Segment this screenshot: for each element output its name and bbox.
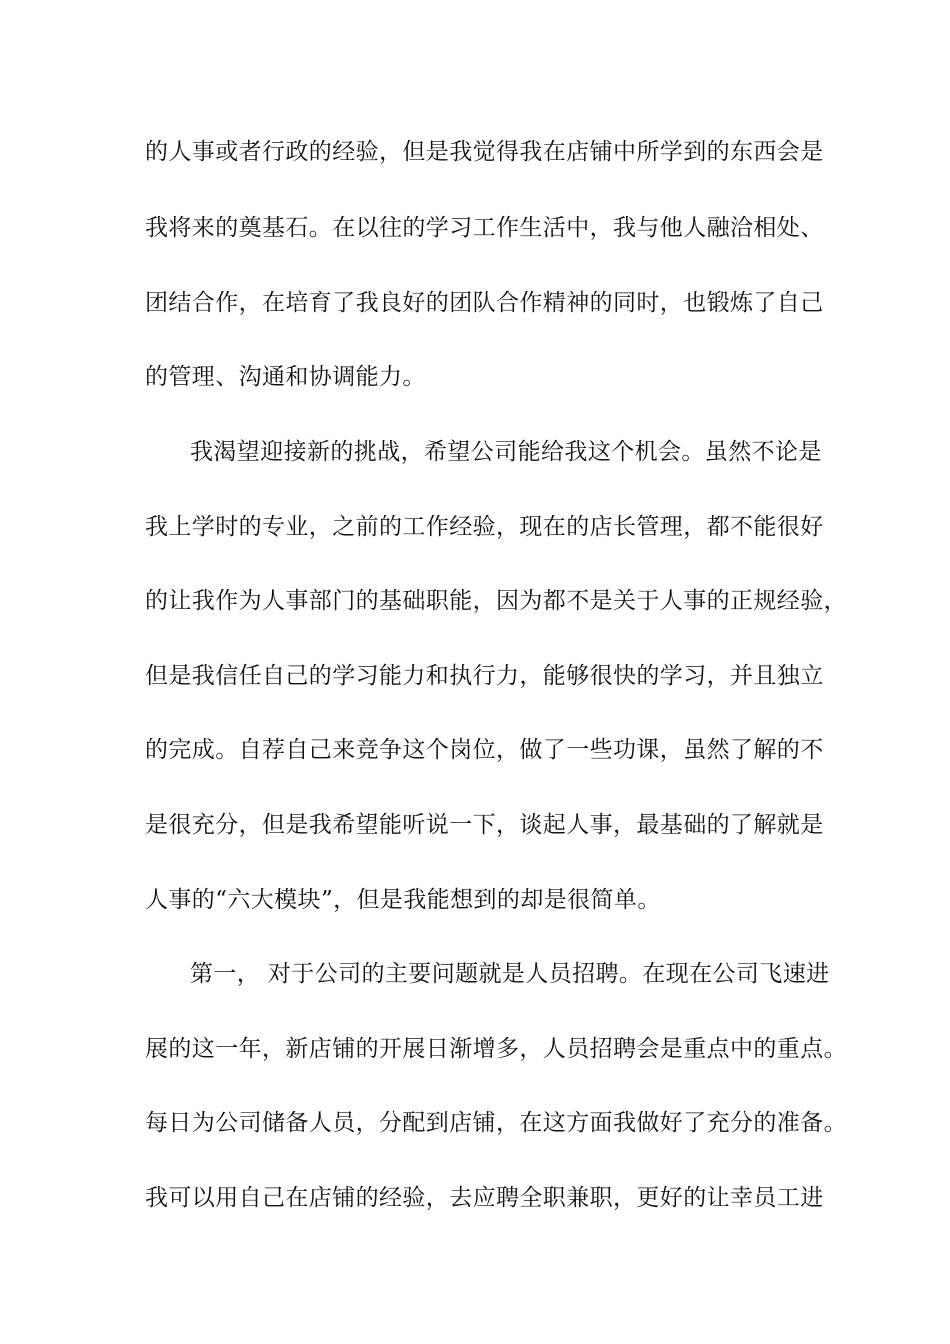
text-line: 团结合作，在培育了我良好的团队合作精神的同时，也锻炼了自己	[145, 290, 824, 316]
text-line: 每日为公司储备人员，分配到店铺，在这方面我做好了充分的准备。	[145, 1110, 847, 1136]
text-line: 我可以用自己在店铺的经验，去应聘全职兼职，更好的让幸员工进	[145, 1185, 824, 1211]
text-line: 的人事或者行政的经验，但是我觉得我在店铺中所学到的东西会是	[145, 139, 824, 165]
text-line: 的完成。自荐自己来竞争这个岗位，做了一些功课，虽然了解的不	[145, 737, 824, 763]
text-line: 是很充分，但是我希望能听说一下，谈起人事，最基础的了解就是	[145, 812, 824, 838]
text-line: 我将来的奠基石。在以往的学习工作生活中，我与他人融洽相处、	[145, 215, 824, 241]
text-line: 的让我作为人事部门的基础职能，因为都不是关于人事的正规经验，	[145, 588, 847, 614]
text-line: 但是我信任自己的学习能力和执行力，能够很快的学习，并且独立	[145, 663, 824, 689]
text-line: 我上学时的专业，之前的工作经验，现在的店长管理，都不能很好	[145, 514, 824, 540]
text-line: 人事的“六大模块”，但是我能想到的却是很简单。	[145, 887, 661, 913]
text-line: 展的这一年，新店铺的开展日渐增多，人员招聘会是重点中的重点。	[145, 1036, 847, 1062]
text-line: 的管理、沟通和协调能力。	[145, 364, 426, 390]
paragraph-first-line: 我渴望迎接新的挑战，希望公司能给我这个机会。虽然不论是	[190, 439, 822, 465]
paragraph-first-line: 第一， 对于公司的主要问题就是人员招聘。在现在公司飞速进	[190, 961, 830, 987]
